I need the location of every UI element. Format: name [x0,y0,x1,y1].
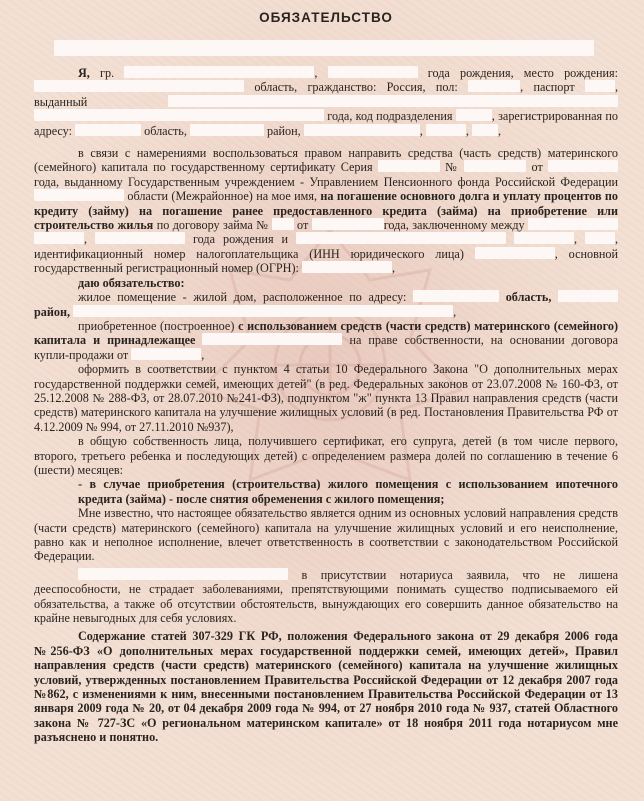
paragraph-identity [34,66,618,138]
bold-text: на погашение основного долга и уплату процентов по кредиту (займу) на погашение ранее предоставленного кредита (займа) на приобретение или строительство жилья [34,189,619,233]
redacted-lender-2 [514,232,574,244]
text: жилое помещение - жилой дом, расположенное по адресу: [78,290,407,305]
redacted-cert-date [548,160,618,172]
redacted-address-3 [73,305,453,317]
text: , [391,261,396,276]
redacted-contract-date [131,348,201,360]
bold-text: с использованием средств (части средств) материнского (семейного) капитала и принадлежащее [34,318,619,348]
bold-text: район, [34,304,71,319]
text: , [573,232,578,247]
lead-text: Я, [78,66,90,80]
redacted-place [34,80,244,92]
redacted-house [472,124,498,136]
redacted-party [528,218,618,230]
paragraph-obligation [34,276,618,290]
text: в присутствии нотариуса заявила, что не лишена дееспособности, не страдает заболеваниями, препятствующими понимать существо подписываемого ей обязательства, а также об отсутствии обстоятельств, вынуждающих его совершить данное обязательство на крайне невыгодных для себя условиях. [34,567,619,626]
redacted-street [426,124,466,136]
text: на праве собственности, на основании договора купли-продажи от [34,333,619,362]
redacted-lender-3 [585,232,615,244]
text: , [465,123,469,138]
paragraph-legal-basis: оформить в соответствии с пунктом 4 статьи 10 Федерального Закона "О дополнительных мерах государственной поддержки семей, имеющих детей" (в ред. Федеральных законов от 23.07.2008 № 160-ФЗ, от 25.12.2008 № 288-ФЗ, от 28.07.2010 №241-ФЗ), подпунктом "ж" пункта 13 Правил направления средств (части средств) материнского капитала на улучшение жилищных условий (в ред. Постановления Правительства РФ от 4.12.2009 № 994, от 27.11.2010 №937), [34,362,618,434]
text: , [491,109,495,124]
text: область, гражданство: Россия, пол: [254,80,458,95]
text: , [314,66,318,80]
paragraph-ownership: в общую собственность лица, получившего сертификат, его супруга, детей (в том числе первого, второго, третьего ребенка и последующих детей) с определением размера долей по соглашению в течение 6 (шести) месяцев: [34,434,618,477]
text: , [497,123,501,138]
paragraph-explained: Содержание статей 307-329 ГК РФ, положения Федерального закона от 29 декабря 2006 года №256-ФЗ «О дополнительных мерах государственной поддержки семей, имеющих детей», Правил направления средств (части средств) материнского (семейного) капитала на улучшение жилищных условий, утвержденных постановлением Правительства Российской Федерации от 12 декабря 2007 года №862, с изменениями к ним, внесенными постановлением Правительства Российской Федерации от 13 января 2009 года № 20, от 04 декабря 2009 года № 994, от 27 ноября 2010 года № 937, статей Областного закона № 727-ЗС «О региональном материнском капитале» от 18 ноября 2011 года нотариусом мне разъяснено и понятно. [34,629,618,745]
paragraph-awareness: Мне известно, что настоящее обязательство является одним из основных условий направления средств (части средств) материнского (семейного) капитала на улучшение жилищных условий и его неисполнение, равно как и неполное исполнение, влечет ответственность в соответствии с законодательством Российской Федерации. [34,506,618,564]
text: № [445,160,459,175]
redacted-party-name [95,232,185,244]
redacted-passport [585,80,615,92]
document-body [34,10,618,745]
text: , [419,123,423,138]
text: по договору займа № [156,218,269,233]
text: года рождения и [192,232,289,247]
redacted-signer [78,568,288,580]
redacted-inn [475,247,555,259]
paragraph-condition: - в случае приобретения (строительства) жилого помещения с использованием ипотечного кредита (займа) - после снятия обременения с жилого помещения; [78,477,618,506]
paragraph-intent [34,146,618,276]
bold-text: даю обязательство: [78,275,185,290]
text: область, [144,123,187,138]
redacted-loan-date [312,218,384,230]
redacted-address-2 [558,290,618,302]
redacted-ogrn [302,261,392,273]
redacted-series [378,160,440,172]
redacted-name [124,66,314,78]
redacted-loan-number [272,218,294,230]
text: зарегистрированная по адресу: [34,109,619,138]
text: года рождения, место рождения: [427,66,619,80]
paragraph-notary [34,568,618,626]
paragraph-acquired [34,319,618,362]
redacted-settlement [304,124,420,136]
redacted-district [190,124,264,136]
text: от [297,218,309,233]
redacted-gender [468,80,520,92]
redacted-issuer-2 [34,109,324,121]
text: года, код подразделения [327,109,453,124]
text: район, [267,123,301,138]
redacted-party-2 [34,232,84,244]
text: года, выданному Государственным учреждением - Управлением Пенсионного фонда Российской Федерации [34,174,618,189]
text: , [453,304,457,319]
redacted-region [75,124,141,136]
text: приобретенное (построенное) [78,318,235,333]
redacted-fund-region [34,189,124,201]
text: , [84,232,88,247]
redacted-code [456,109,492,121]
text: , идентификационный номер налогоплательщика (ИНН юридического лица) [34,232,619,261]
redacted-date [328,66,418,78]
text: гр. [100,66,115,80]
text: от [531,160,543,175]
text: , [201,347,205,362]
text: области (Межрайонное) на мое имя, [127,189,318,204]
redacted-lender [296,232,506,244]
text: , выданный [34,80,619,109]
redacted-owner [202,333,342,345]
text: , основной государственный регистрационный номер (ОГРН): [34,246,618,276]
bold-text: область, [505,290,552,305]
redacted-issuer [168,95,618,107]
text: в связи с намерениями воспользоваться правом направить средства (часть средств) материнского (семейного) капитала по государственному сертификату Серия [34,146,618,175]
redacted-number [464,160,526,172]
text: , паспорт [520,80,575,95]
text: года, заключенному между [383,218,525,233]
document-title: ОБЯЗАТЕЛЬСТВО [259,10,393,25]
redacted-address [413,290,499,302]
paragraph-property [34,290,618,319]
redacted-line [54,40,594,56]
